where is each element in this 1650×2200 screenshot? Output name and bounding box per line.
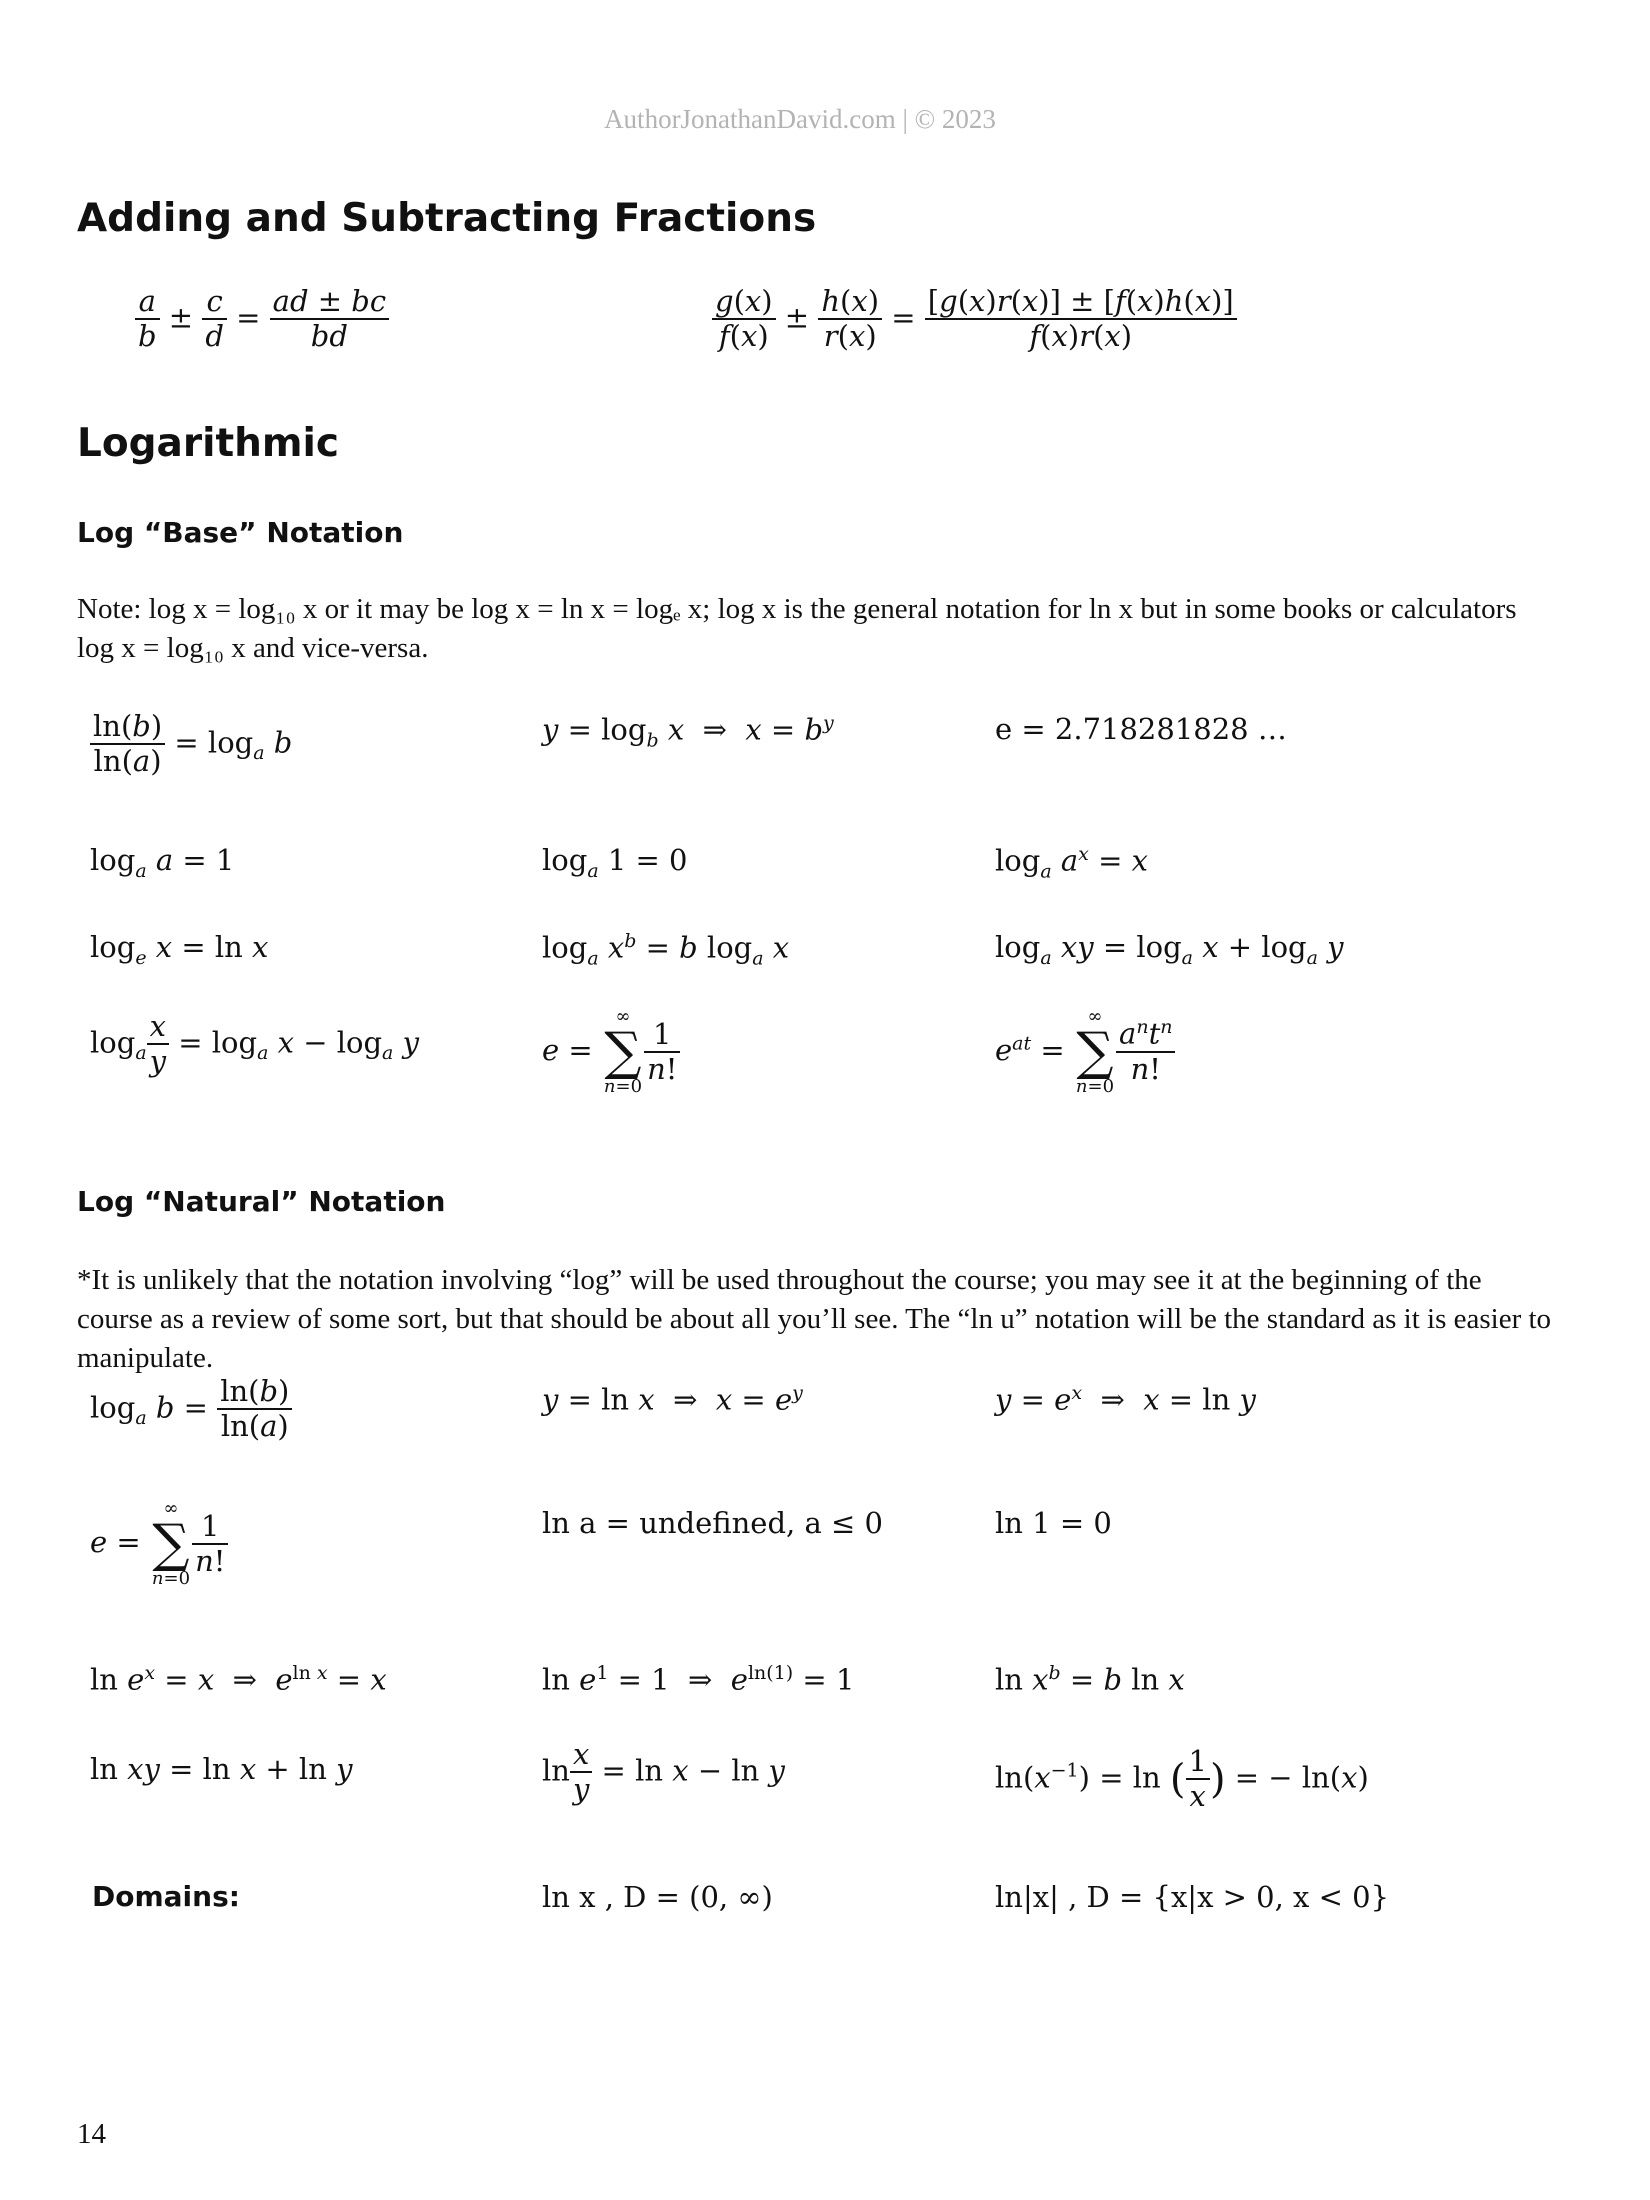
formula-log-to-ln: $\log_a b$ = $\frac{\ln(b)}{\ln(a)}$ <box>90 1375 292 1444</box>
formula-eat-series: $e^{at}$ = ∞ ∑ n=0 $\frac{a^nt^n}{n!}$ <box>995 1008 1175 1096</box>
formula-log-product: $\log_a$ xy = $\log_a x + \log_a y$ <box>995 930 1344 969</box>
formula-change-of-base: $\frac{\ln(b)}{\ln(a)}$ = $\log_a b$ <box>90 710 292 779</box>
formula-ln-undefined: ln a = undefined, a ≤ 0 <box>542 1506 883 1540</box>
section-title-logarithmic: Logarithmic <box>77 421 340 466</box>
formula-add-function-fractions: $\frac{g(x)}{f(x)}$ ± $\frac{h(x)}{r(x)}$ = $\frac{[g(x)r(x)] \pm [f(x)h(x)]}{f(x)r(x)}$ <box>712 285 1237 354</box>
formula-add-fractions: $\frac{a}{b}$ ± $\frac{c}{d}$ = $\frac{ad \pm bc}{bd}$ <box>135 285 389 354</box>
formula-exp-definition: $y = e^x$ ⇒ x = ln y <box>995 1382 1256 1417</box>
formula-log-quotient: $\log_a$ $\frac{x}{y}$ = $\log_a x - \log_a y$ <box>90 1009 419 1079</box>
formula-ln-e-one: $\ln e^1 = 1$ ⇒ $e^{ln(1)} = 1$ <box>542 1662 855 1697</box>
natural-note-paragraph: *It is unlikely that the notation involving “log” will be used throughout the course; you may see it at the beginning of the course as a review of some sort, but that should be about all you’ll see. The “ln u” notation will be the standard as it is easier to manipulate. <box>77 1264 1552 1374</box>
section-title-fractions: Adding and Subtracting Fractions <box>77 196 817 241</box>
formula-ln-definition: y = ln x ⇒ $x = e^y$ <box>542 1382 803 1417</box>
formula-ln-power: $\ln x^b = b$ ln x <box>995 1662 1185 1697</box>
formula-e-value: e = 2.718281828 … <box>995 712 1287 746</box>
formula-log-e: $\log_e x = \ln x$ <box>90 930 269 969</box>
page-header: AuthorJonathanDavid.com | © 2023 <box>604 104 996 134</box>
formula-log-a-a: $\log_a a = 1$ <box>90 843 235 882</box>
formula-log-a-ax: $\log_a a^x = x$ <box>995 843 1148 883</box>
formula-ln-e-inverse: $\ln e^x = x$ ⇒ $e^{ln x} = x$ <box>90 1662 387 1697</box>
formula-ln-one: ln 1 = 0 <box>995 1506 1112 1540</box>
domains-label: Domains: <box>92 1880 240 1913</box>
formula-log-power: $\log_a x^b = b$ $\log_a x$ <box>542 930 790 970</box>
subsection-title-natural: Log “Natural” Notation <box>77 1185 446 1218</box>
note-paragraph: Note: log x = log₁₀ x or it may be log x = ln x = logₑ x; log x is the general notation for ln x but in some books or calculators log x = log₁₀ x and vice-versa. <box>77 593 1517 664</box>
formula-log-a-1: $\log_a 1 = 0$ <box>542 843 688 882</box>
formula-ln-quotient: ln $\frac{x}{y}$ = ln x − ln y <box>542 1737 785 1807</box>
formula-log-definition: $y = \log_b x$ ⇒ $x = b^y$ <box>542 712 834 752</box>
domain-ln-x: ln x , D = (0, ∞) <box>542 1880 773 1914</box>
formula-e-series: e = ∞ ∑ n=0 $\frac{1}{n!}$ <box>542 1008 680 1096</box>
formula-e-series-2: e = ∞ ∑ n=0 $\frac{1}{n!}$ <box>90 1500 228 1588</box>
page-number: 14 <box>77 2118 106 2150</box>
subsection-title-base: Log “Base” Notation <box>77 516 404 549</box>
formula-ln-product: ln xy = ln x + ln y <box>90 1752 353 1786</box>
domain-ln-abs-x: ln|x| , D = {x|x > 0, x < 0} <box>995 1880 1390 1914</box>
formula-ln-reciprocal: $\ln(x^{-1}) = \ln$ ( $\frac{1}{x}$ ) = − ln(x) <box>995 1744 1369 1814</box>
